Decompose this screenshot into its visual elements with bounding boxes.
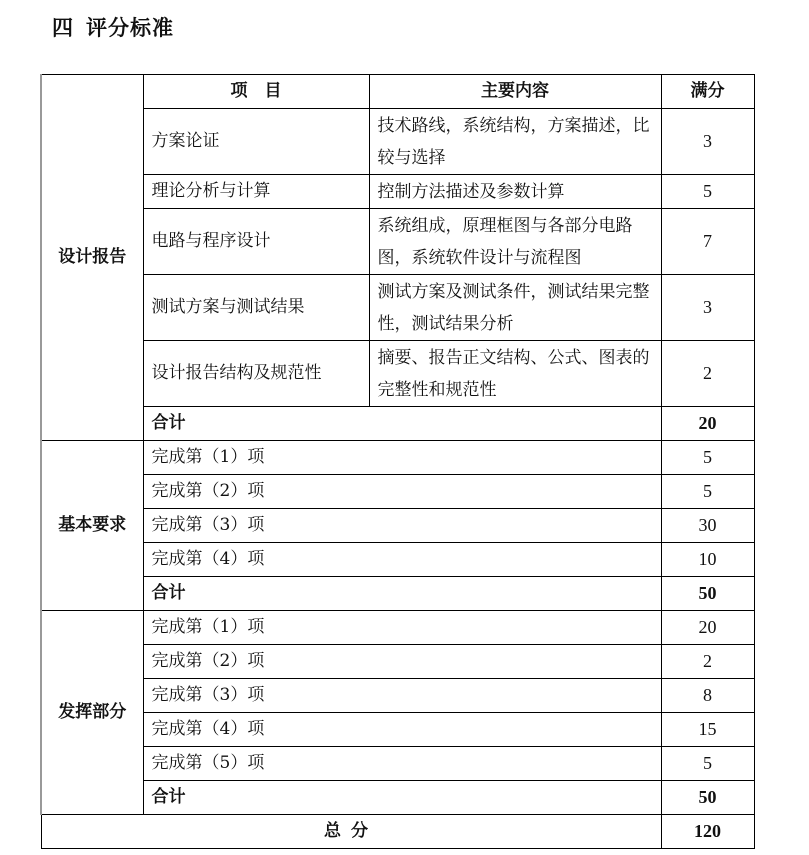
table-row (41, 341, 754, 407)
item-cell: 完成第（2）项 (143, 475, 661, 509)
item-cell: 完成第（5）项 (143, 747, 661, 781)
score-cell: 5 (661, 747, 754, 781)
score-cell: 2 (661, 341, 754, 407)
subtotal-label: 合计 (143, 781, 661, 815)
item-cell: 方案论证 (143, 109, 369, 175)
subtotal-label: 合计 (143, 577, 661, 611)
item-cell: 电路与程序设计 (143, 209, 369, 275)
table-row (41, 209, 754, 275)
table-row (41, 679, 754, 713)
item-cell: 完成第（3）项 (143, 509, 661, 543)
category-basic-requirements: 基本要求 (41, 441, 143, 611)
header-content: 主要内容 (369, 75, 661, 109)
subtotal-label: 合计 (143, 407, 661, 441)
grand-total-label: 总分 (41, 815, 661, 849)
table-row (41, 543, 754, 577)
table-row (41, 713, 754, 747)
category-design-report: 设计报告 (41, 75, 143, 441)
score-cell: 5 (661, 175, 754, 209)
grand-total-score: 120 (661, 815, 754, 849)
score-cell: 3 (661, 275, 754, 341)
score-cell: 15 (661, 713, 754, 747)
item-cell: 完成第（4）项 (143, 543, 661, 577)
score-cell: 20 (661, 611, 754, 645)
score-cell: 10 (661, 543, 754, 577)
header-score: 满分 (661, 75, 754, 109)
score-cell: 7 (661, 209, 754, 275)
item-cell: 完成第（4）项 (143, 713, 661, 747)
item-cell: 设计报告结构及规范性 (143, 341, 369, 407)
table-row (41, 275, 754, 341)
score-cell: 2 (661, 645, 754, 679)
table-row (41, 475, 754, 509)
score-cell: 8 (661, 679, 754, 713)
score-cell: 30 (661, 509, 754, 543)
scoring-table (40, 74, 755, 849)
section-number: 四 (52, 16, 74, 40)
table-row (41, 747, 754, 781)
table-row (41, 611, 754, 645)
score-cell: 3 (661, 109, 754, 175)
score-cell: 5 (661, 441, 754, 475)
section-title: 评分标准 (86, 16, 174, 40)
subtotal-score: 20 (661, 407, 754, 441)
item-cell: 完成第（1）项 (143, 611, 661, 645)
category-advanced-part: 发挥部分 (41, 611, 143, 815)
content-cell: 系统组成，原理框图与各部分电路图，系统软件设计与流程图 (369, 209, 661, 275)
item-cell: 理论分析与计算 (143, 175, 369, 209)
section-heading (52, 12, 174, 42)
grand-total-row (41, 815, 754, 849)
item-cell: 完成第（2）项 (143, 645, 661, 679)
header-item: 项 目 (143, 75, 369, 109)
score-cell: 5 (661, 475, 754, 509)
table-row (41, 175, 754, 209)
subtotal-score: 50 (661, 577, 754, 611)
table-row (41, 509, 754, 543)
item-cell: 完成第（1）项 (143, 441, 661, 475)
content-cell: 控制方法描述及参数计算 (369, 175, 661, 209)
content-cell: 摘要、报告正文结构、公式、图表的完整性和规范性 (369, 341, 661, 407)
item-cell: 完成第（3）项 (143, 679, 661, 713)
content-cell: 技术路线，系统结构，方案描述，比较与选择 (369, 109, 661, 175)
subtotal-row (41, 407, 754, 441)
item-cell: 测试方案与测试结果 (143, 275, 369, 341)
subtotal-row (41, 577, 754, 611)
table-row (41, 441, 754, 475)
table-header-row (41, 75, 754, 109)
subtotal-score: 50 (661, 781, 754, 815)
content-cell: 测试方案及测试条件，测试结果完整性，测试结果分析 (369, 275, 661, 341)
table-row (41, 109, 754, 175)
table-row (41, 645, 754, 679)
subtotal-row (41, 781, 754, 815)
